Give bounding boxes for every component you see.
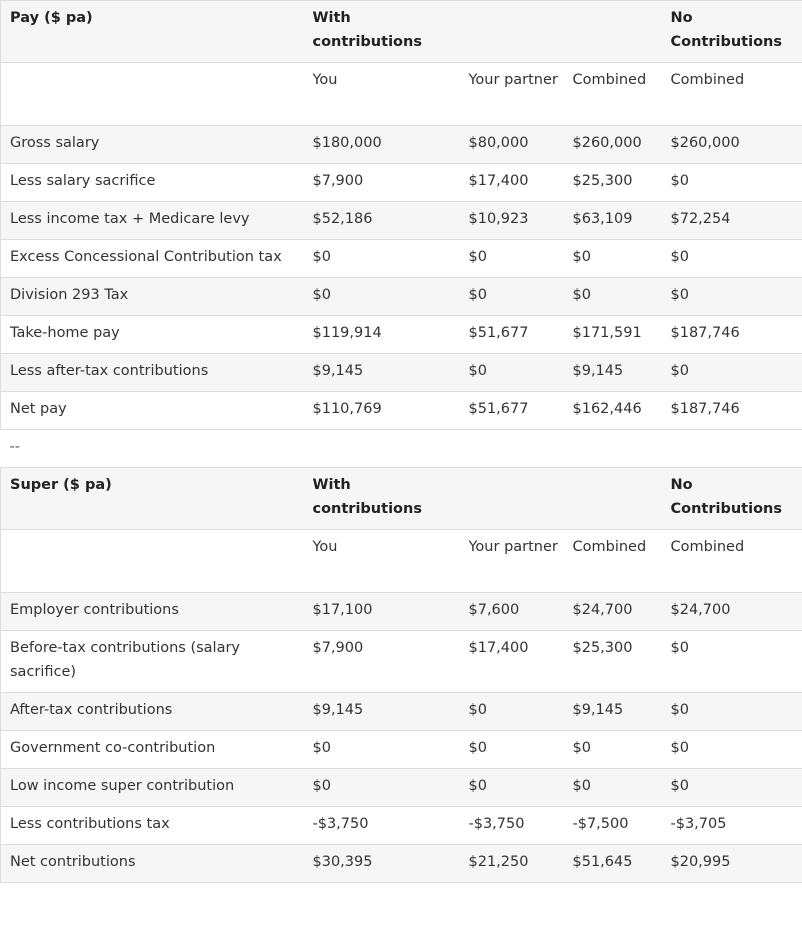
cell-value: $80,000 (460, 126, 564, 164)
cell-value: $17,400 (460, 164, 564, 202)
pay-section-title: Pay ($ pa) (1, 1, 304, 63)
cell-value: -$3,750 (304, 807, 460, 845)
cell-value: $0 (564, 278, 662, 316)
table-row (1, 769, 802, 807)
cell-value: $260,000 (564, 126, 662, 164)
cell-value: $0 (460, 278, 564, 316)
pay-subheader-combined: Combined (564, 63, 662, 126)
cell-value: $0 (564, 240, 662, 278)
section-separator-row (1, 430, 802, 468)
cell-value: $119,914 (304, 316, 460, 354)
table-row (1, 807, 802, 845)
row-label: Government co-contribution (1, 731, 304, 769)
pay-no-contributions-header: No Contributions (662, 1, 802, 63)
pay-subheader-partner: Your partner (460, 63, 564, 126)
table-row (1, 240, 802, 278)
pay-header-row (1, 1, 802, 63)
row-label: Gross salary (1, 126, 304, 164)
cell-value: $7,900 (304, 631, 460, 693)
cell-value: $0 (460, 240, 564, 278)
super-no-contributions-header: No Contributions (662, 468, 802, 530)
cell-value: $51,677 (460, 316, 564, 354)
table-row (1, 392, 802, 430)
row-label: Low income super contribution (1, 769, 304, 807)
cell-value: $72,254 (662, 202, 802, 240)
super-header-empty (460, 468, 564, 530)
super-header-row (1, 468, 802, 530)
pay-with-contributions-header: With contributions (304, 1, 460, 63)
cell-value: $0 (304, 769, 460, 807)
cell-value: $24,700 (662, 593, 802, 631)
cell-value: $0 (662, 631, 802, 693)
pay-header-empty (460, 1, 564, 63)
cell-value: $21,250 (460, 845, 564, 883)
cell-value: $9,145 (564, 354, 662, 392)
cell-value: $0 (460, 354, 564, 392)
pay-subheader-empty (1, 63, 304, 126)
cell-value: $180,000 (304, 126, 460, 164)
table-row (1, 164, 802, 202)
cell-value: $0 (460, 731, 564, 769)
cell-value: $9,145 (304, 693, 460, 731)
row-label: Before-tax contributions (salary sacrifice) (1, 631, 304, 693)
table-row (1, 278, 802, 316)
table-row (1, 126, 802, 164)
row-label: Take-home pay (1, 316, 304, 354)
table-row (1, 693, 802, 731)
table-row (1, 202, 802, 240)
cell-value: $0 (662, 278, 802, 316)
pay-subheader-combined-no: Combined (662, 63, 802, 126)
cell-value: $0 (662, 240, 802, 278)
cell-value: $0 (662, 731, 802, 769)
cell-value: $17,400 (460, 631, 564, 693)
pay-header-empty (564, 1, 662, 63)
cell-value: $17,100 (304, 593, 460, 631)
cell-value: $0 (662, 769, 802, 807)
row-label: Employer contributions (1, 593, 304, 631)
cell-value: $0 (304, 731, 460, 769)
cell-value: $20,995 (662, 845, 802, 883)
table-row (1, 593, 802, 631)
cell-value: -$7,500 (564, 807, 662, 845)
cell-value: $7,900 (304, 164, 460, 202)
cell-value: $0 (304, 240, 460, 278)
row-label: Less contributions tax (1, 807, 304, 845)
cell-value: $52,186 (304, 202, 460, 240)
cell-value: $0 (460, 693, 564, 731)
cell-value: $110,769 (304, 392, 460, 430)
cell-value: $0 (304, 278, 460, 316)
table-row (1, 631, 802, 693)
pay-subheader-you: You (304, 63, 460, 126)
cell-value: $0 (662, 164, 802, 202)
cell-value: $24,700 (564, 593, 662, 631)
cell-value: $162,446 (564, 392, 662, 430)
table-row (1, 731, 802, 769)
cell-value: $7,600 (460, 593, 564, 631)
cell-value: $10,923 (460, 202, 564, 240)
row-label: Net contributions (1, 845, 304, 883)
table-row (1, 845, 802, 883)
super-with-contributions-header: With contributions (304, 468, 460, 530)
row-label: Less income tax + Medicare levy (1, 202, 304, 240)
cell-value: -$3,750 (460, 807, 564, 845)
cell-value: $260,000 (662, 126, 802, 164)
cell-value: $63,109 (564, 202, 662, 240)
row-label: Net pay (1, 392, 304, 430)
cell-value: $51,645 (564, 845, 662, 883)
super-subheader-partner: Your partner (460, 530, 564, 593)
cell-value: $30,395 (304, 845, 460, 883)
row-label: Less salary sacrifice (1, 164, 304, 202)
super-subheader-row (1, 530, 802, 593)
cell-value: $9,145 (564, 693, 662, 731)
cell-value: $25,300 (564, 631, 662, 693)
cell-value: -$3,705 (662, 807, 802, 845)
cell-value: $0 (564, 769, 662, 807)
cell-value: $25,300 (564, 164, 662, 202)
super-section-title: Super ($ pa) (1, 468, 304, 530)
table-row (1, 316, 802, 354)
row-label: Division 293 Tax (1, 278, 304, 316)
pay-subheader-row (1, 63, 802, 126)
cell-value: $9,145 (304, 354, 460, 392)
cell-value: $187,746 (662, 316, 802, 354)
cell-value: $0 (662, 693, 802, 731)
super-subheader-empty (1, 530, 304, 593)
super-subheader-you: You (304, 530, 460, 593)
cell-value: $51,677 (460, 392, 564, 430)
cell-value: $0 (460, 769, 564, 807)
cell-value: $0 (564, 731, 662, 769)
table-row (1, 354, 802, 392)
section-separator: -- (1, 430, 802, 468)
row-label: Less after-tax contributions (1, 354, 304, 392)
row-label: Excess Concessional Contribution tax (1, 240, 304, 278)
super-subheader-combined-no: Combined (662, 530, 802, 593)
row-label: After-tax contributions (1, 693, 304, 731)
cell-value: $171,591 (564, 316, 662, 354)
cell-value: $0 (662, 354, 802, 392)
cell-value: $187,746 (662, 392, 802, 430)
super-header-empty (564, 468, 662, 530)
super-subheader-combined: Combined (564, 530, 662, 593)
